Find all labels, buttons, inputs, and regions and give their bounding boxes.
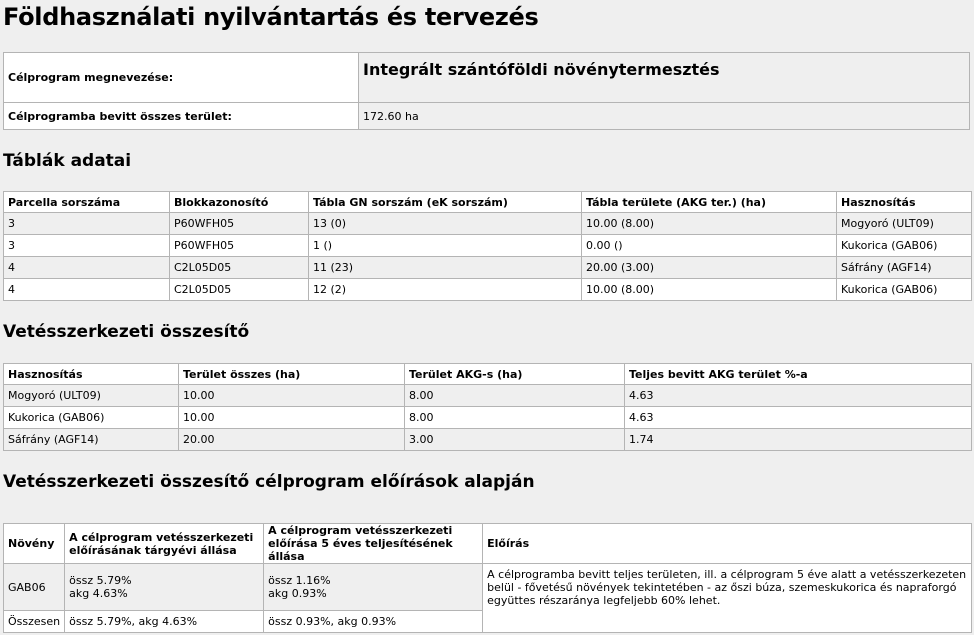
cell: 4 bbox=[4, 279, 170, 301]
cell: P60WFH05 bbox=[170, 213, 309, 235]
table-row bbox=[4, 213, 972, 235]
col-parcel-number: Parcella sorszáma bbox=[4, 192, 170, 213]
table-row bbox=[4, 385, 972, 407]
cell: 20.00 (3.00) bbox=[582, 257, 837, 279]
col-land-use: Hasznosítás bbox=[4, 364, 179, 385]
cell: 3 bbox=[4, 235, 170, 257]
cell: 4 bbox=[4, 257, 170, 279]
current-status-total: össz 5.79% bbox=[69, 574, 132, 587]
col-table-gn: Tábla GN sorszám (eK sorszám) bbox=[309, 192, 582, 213]
five-year-status-total: össz 1.16% bbox=[268, 574, 331, 587]
cell: Sáfrány (AGF14) bbox=[837, 257, 972, 279]
program-name-label: Célprogram megnevezése: bbox=[4, 53, 359, 103]
crop-cell: Összesen bbox=[4, 611, 65, 633]
col-current-status: A célprogram vetésszerkezeti előírásának tárgyévi állása bbox=[65, 524, 264, 564]
rules-section-title: Vetésszerkezeti összesítő célprogram előírások alapján bbox=[3, 472, 535, 492]
rules-table bbox=[3, 523, 972, 633]
page-title: Földhasználati nyilvántartás és tervezés bbox=[3, 3, 539, 31]
col-rule: Előírás bbox=[483, 524, 972, 564]
cell: 3 bbox=[4, 213, 170, 235]
program-info-table bbox=[3, 52, 970, 130]
cell: Kukorica (GAB06) bbox=[837, 279, 972, 301]
col-land-use: Hasznosítás bbox=[837, 192, 972, 213]
crop-cell: GAB06 bbox=[4, 564, 65, 611]
five-year-status-akg: akg 0.93% bbox=[268, 587, 327, 600]
cell: 8.00 bbox=[405, 407, 625, 429]
cell: Kukorica (GAB06) bbox=[837, 235, 972, 257]
summary-table bbox=[3, 363, 972, 451]
current-status-cell bbox=[65, 564, 264, 611]
table-row bbox=[4, 564, 972, 611]
tables-section-title: Táblák adatai bbox=[3, 151, 132, 171]
cell: 10.00 bbox=[179, 407, 405, 429]
table-row bbox=[4, 235, 972, 257]
current-status-cell: össz 5.79%, akg 4.63% bbox=[65, 611, 264, 633]
col-akg-percent: Teljes bevitt AKG terület %-a bbox=[625, 364, 972, 385]
cell: 8.00 bbox=[405, 385, 625, 407]
program-area-label: Célprogramba bevitt összes terület: bbox=[4, 103, 359, 130]
table-row bbox=[4, 257, 972, 279]
cell: 12 (2) bbox=[309, 279, 582, 301]
col-area-akg: Terület AKG-s (ha) bbox=[405, 364, 625, 385]
program-name-value: Integrált szántóföldi növénytermesztés bbox=[359, 53, 970, 103]
parcel-table bbox=[3, 191, 972, 301]
five-year-status-cell: össz 0.93%, akg 0.93% bbox=[264, 611, 483, 633]
cell: Mogyoró (ULT09) bbox=[4, 385, 179, 407]
cell: C2L05D05 bbox=[170, 257, 309, 279]
cell: Kukorica (GAB06) bbox=[4, 407, 179, 429]
cell: 11 (23) bbox=[309, 257, 582, 279]
cell: 10.00 bbox=[179, 385, 405, 407]
cell: 13 (0) bbox=[309, 213, 582, 235]
summary-section-title: Vetésszerkezeti összesítő bbox=[3, 322, 250, 342]
five-year-status-cell bbox=[264, 564, 483, 611]
cell: C2L05D05 bbox=[170, 279, 309, 301]
program-area-value: 172.60 ha bbox=[359, 103, 970, 130]
rule-text: A célprogramba bevitt teljes területen, ill. a célprogram 5 éve alatt a vetésszerkezeten belül - fővetésű növények tekintetében - az őszi búza, szemeskukorica és napraforgó együttes részaránya legfeljebb 60% lehet. bbox=[483, 564, 972, 633]
cell: 20.00 bbox=[179, 429, 405, 451]
cell: Mogyoró (ULT09) bbox=[837, 213, 972, 235]
cell: 4.63 bbox=[625, 407, 972, 429]
cell: 1.74 bbox=[625, 429, 972, 451]
cell: 3.00 bbox=[405, 429, 625, 451]
cell: 0.00 () bbox=[582, 235, 837, 257]
table-row bbox=[4, 407, 972, 429]
cell: 1 () bbox=[309, 235, 582, 257]
cell: P60WFH05 bbox=[170, 235, 309, 257]
col-area-total: Terület összes (ha) bbox=[179, 364, 405, 385]
cell: 10.00 (8.00) bbox=[582, 279, 837, 301]
current-status-akg: akg 4.63% bbox=[69, 587, 128, 600]
col-table-area: Tábla területe (AKG ter.) (ha) bbox=[582, 192, 837, 213]
table-row bbox=[4, 279, 972, 301]
col-block-id: Blokkazonosító bbox=[170, 192, 309, 213]
col-five-year-status: A célprogram vetésszerkezeti előírása 5 éves teljesítésének állása bbox=[264, 524, 483, 564]
table-row bbox=[4, 429, 972, 451]
cell: 10.00 (8.00) bbox=[582, 213, 837, 235]
cell: 4.63 bbox=[625, 385, 972, 407]
cell: Sáfrány (AGF14) bbox=[4, 429, 179, 451]
col-crop: Növény bbox=[4, 524, 65, 564]
